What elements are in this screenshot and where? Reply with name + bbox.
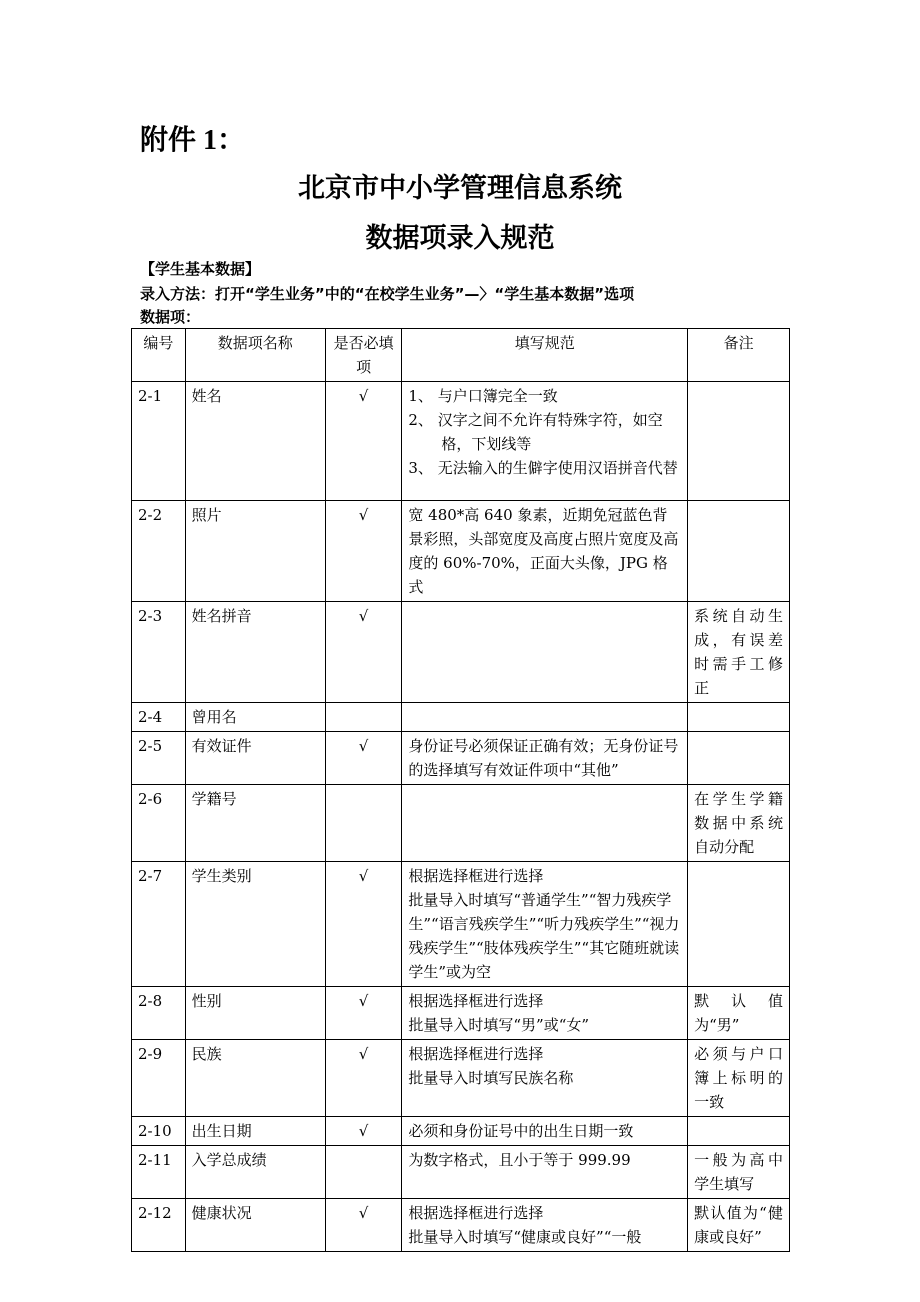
section-label: 【学生基本数据】	[140, 260, 261, 278]
cell-note	[688, 1117, 790, 1146]
cell-no: 2-9	[132, 1040, 186, 1117]
header-name: 数据项名称	[185, 329, 325, 382]
cell-name: 姓名	[185, 382, 325, 501]
cell-name: 民族	[185, 1040, 325, 1117]
required-check: √	[325, 501, 402, 602]
required-check	[325, 785, 402, 862]
rule-line: 根据选择框进行选择	[408, 867, 544, 885]
cell-note: 默认值为“健康或良好”	[688, 1199, 790, 1252]
cell-rule	[402, 1199, 688, 1252]
rule-item: 3、 无法输入的生僻字使用汉语拼音代替	[408, 459, 678, 477]
cell-rule	[402, 862, 688, 987]
document-title: 北京市中小学管理信息系统	[298, 173, 622, 204]
cell-rule: 必须和身份证号中的出生日期一致	[402, 1117, 688, 1146]
required-check: √	[325, 602, 402, 703]
required-check: √	[325, 1199, 402, 1252]
document-subtitle: 数据项录入规范	[365, 223, 555, 254]
attachment-label: 附件 1：	[140, 125, 246, 156]
table-row	[132, 1040, 790, 1117]
cell-name: 有效证件	[185, 732, 325, 785]
rule-line: 根据选择框进行选择	[408, 1045, 544, 1063]
cell-rule	[402, 785, 688, 862]
table-row	[132, 1117, 790, 1146]
cell-name: 曾用名	[185, 703, 325, 732]
rule-item: 1、 与户口簿完全一致	[408, 387, 558, 405]
cell-note: 一般为高中学生填写	[688, 1146, 790, 1199]
cell-no: 2-11	[132, 1146, 186, 1199]
header-rule: 填写规范	[402, 329, 688, 382]
table-row	[132, 862, 790, 987]
cell-note	[688, 703, 790, 732]
required-check: √	[325, 1040, 402, 1117]
cell-name: 性别	[185, 987, 325, 1040]
required-check: √	[325, 1117, 402, 1146]
required-check: √	[325, 862, 402, 987]
cell-name: 姓名拼音	[185, 602, 325, 703]
cell-rule	[402, 703, 688, 732]
table-header-row	[132, 329, 790, 382]
cell-rule	[402, 602, 688, 703]
rule-line: 批量导入时填写民族名称	[408, 1069, 574, 1087]
data-items-table	[131, 328, 790, 1252]
cell-name: 照片	[185, 501, 325, 602]
cell-rule: 为数字格式，且小于等于 999.99	[402, 1146, 688, 1199]
cell-no: 2-12	[132, 1199, 186, 1252]
table-row	[132, 1146, 790, 1199]
cell-note: 必须与户口簿上标明的一致	[688, 1040, 790, 1117]
cell-name: 出生日期	[185, 1117, 325, 1146]
rule-line: 根据选择框进行选择	[408, 992, 544, 1010]
header-note: 备注	[688, 329, 790, 382]
table-row	[132, 987, 790, 1040]
entry-method: 录入方法：打开“学生业务”中的“在校学生业务”—〉“学生基本数据”选项	[140, 285, 635, 303]
table-row	[132, 785, 790, 862]
cell-note: 默认值为“男”	[688, 987, 790, 1040]
cell-no: 2-3	[132, 602, 186, 703]
header-no: 编号	[132, 329, 186, 382]
cell-rule	[402, 987, 688, 1040]
cell-name: 学生类别	[185, 862, 325, 987]
table-row	[132, 382, 790, 501]
required-check: √	[325, 987, 402, 1040]
cell-no: 2-5	[132, 732, 186, 785]
cell-no: 2-10	[132, 1117, 186, 1146]
cell-note: 系统自动生成，有误差时需手工修正	[688, 602, 790, 703]
required-check: √	[325, 732, 402, 785]
rule-line: 批量导入时填写“男”或“女”	[408, 1016, 590, 1034]
cell-note	[688, 501, 790, 602]
cell-rule: 宽 480*高 640 象素，近期免冠蓝色背景彩照，头部宽度及高度占照片宽度及高度的 60%-70%，正面大头像，JPG 格式	[402, 501, 688, 602]
header-required: 是否必填项	[325, 329, 402, 382]
rule-line: 批量导入时填写“健康或良好”“一般	[408, 1228, 642, 1246]
cell-rule	[402, 1040, 688, 1117]
cell-no: 2-4	[132, 703, 186, 732]
table-row	[132, 1199, 790, 1252]
table-row	[132, 703, 790, 732]
required-check	[325, 703, 402, 732]
cell-name: 学籍号	[185, 785, 325, 862]
cell-no: 2-6	[132, 785, 186, 862]
required-check	[325, 1146, 402, 1199]
cell-rule	[402, 382, 688, 501]
cell-no: 2-1	[132, 382, 186, 501]
cell-note: 在学生学籍数据中系统自动分配	[688, 785, 790, 862]
required-check: √	[325, 382, 402, 501]
rule-line: 批量导入时填写“普通学生”“智力残疾学生”“语言残疾学生”“听力残疾学生”“视力残疾学生”“肢体残疾学生”“其它随班就读学生”或为空	[408, 891, 680, 981]
cell-name: 健康状况	[185, 1199, 325, 1252]
cell-note	[688, 382, 790, 501]
table-row	[132, 501, 790, 602]
table-row	[132, 732, 790, 785]
table-row	[132, 602, 790, 703]
cell-rule: 身份证号必须保证正确有效；无身份证号的选择填写有效证件项中“其他”	[402, 732, 688, 785]
cell-no: 2-7	[132, 862, 186, 987]
rule-line: 根据选择框进行选择	[408, 1204, 544, 1222]
cell-note	[688, 862, 790, 987]
cell-note	[688, 732, 790, 785]
items-label: 数据项：	[140, 308, 201, 326]
rule-item: 2、 汉字之间不允许有特殊字符，如空格，下划线等	[408, 411, 663, 453]
cell-no: 2-8	[132, 987, 186, 1040]
cell-name: 入学总成绩	[185, 1146, 325, 1199]
cell-no: 2-2	[132, 501, 186, 602]
